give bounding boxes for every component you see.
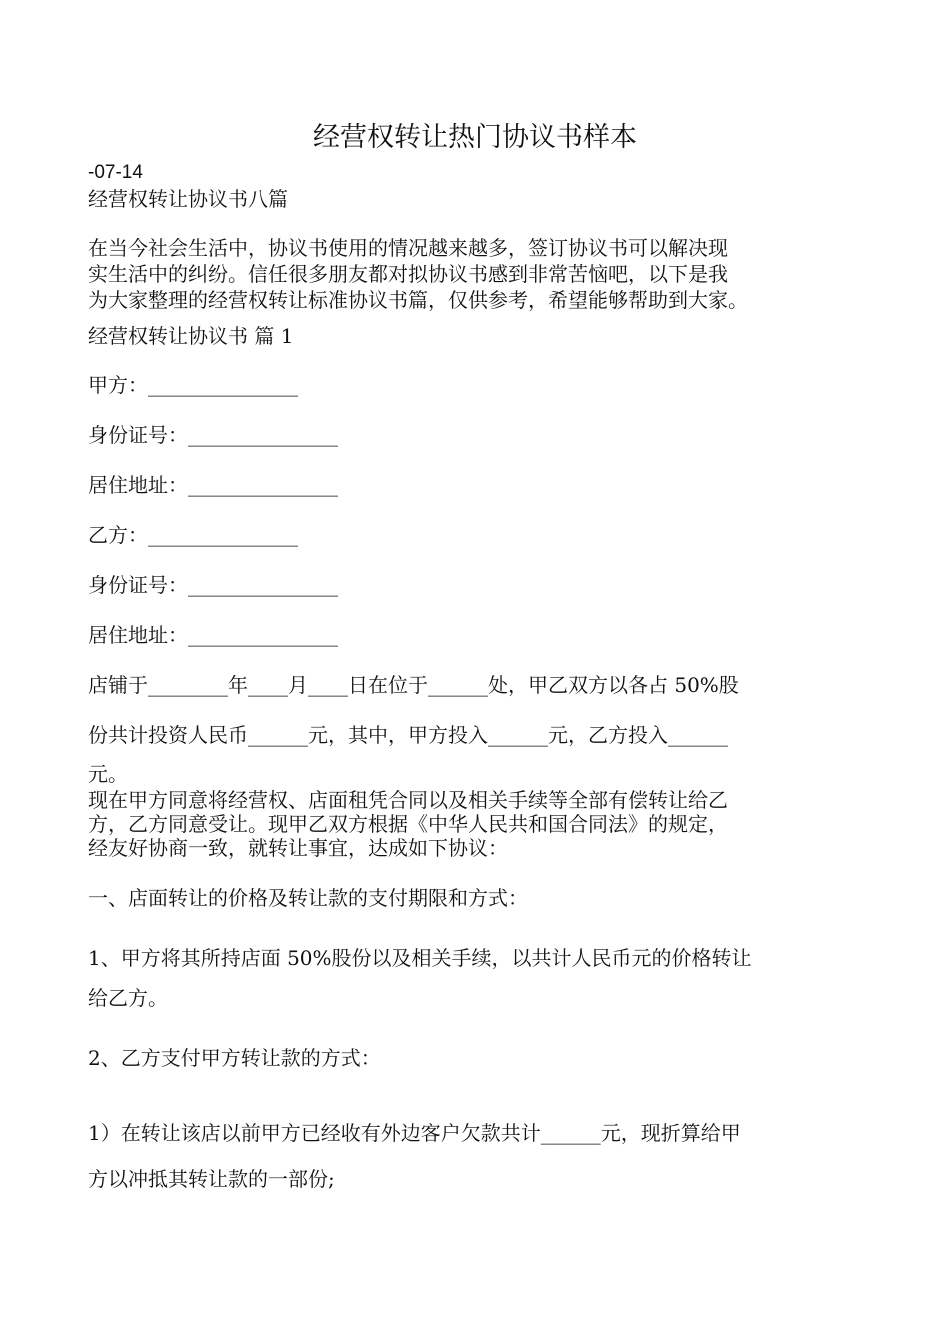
shop-clause-line-3: 元。 [88, 762, 128, 786]
party-a-field: 甲方：_______________ [88, 373, 298, 397]
clause-one-heading: 一、店面转让的价格及转让款的支付期限和方式： [88, 886, 528, 910]
section-heading: 经营权转让协议书 篇 1 [88, 324, 294, 348]
party-b-id-field: 身份证号：_______________ [88, 573, 338, 597]
intro-line-2: 实生活中的纠纷。信任很多朋友都对拟协议书感到非常苦恼吧，以下是我 [88, 262, 728, 286]
clause-2-1-line-2: 方以冲抵其转让款的一部份; [88, 1167, 335, 1191]
party-b-address-field: 居住地址：_______________ [88, 623, 338, 647]
shop-clause-line-2: 份共计投资人民币______元，其中，甲方投入______元，乙方投入______ [88, 723, 728, 747]
agreement-intro-line-1: 现在甲方同意将经营权、店面租凭合同以及相关手续等全部有偿转让给乙 [88, 788, 728, 812]
intro-line-1: 在当今社会生活中，协议书使用的情况越来越多，签订协议书可以解决现 [88, 236, 728, 260]
party-b-field: 乙方：_______________ [88, 523, 298, 547]
party-a-id-field: 身份证号：_______________ [88, 423, 338, 447]
clause-1-line-1: 1、甲方将其所持店面 50%股份以及相关手续，以共计人民币元的价格转让 [88, 946, 752, 970]
shop-clause-line-1: 店铺于________年____月____日在位于______处，甲乙双方以各占 50%股 [88, 673, 739, 697]
clause-1-line-2: 给乙方。 [88, 986, 168, 1010]
agreement-intro-line-3: 经友好协商一致，就转让事宜，达成如下协议： [88, 836, 508, 860]
document-date: -07-14 [88, 162, 143, 183]
document-title: 经营权转让热门协议书样本 [313, 122, 637, 153]
intro-line-3: 为大家整理的经营权转让标准协议书篇，仅供参考，希望能够帮助到大家。 [88, 288, 748, 312]
document-subtitle: 经营权转让协议书八篇 [88, 187, 288, 211]
clause-2-1-line-1: 1）在转让该店以前甲方已经收有外边客户欠款共计______元，现折算给甲 [88, 1121, 741, 1145]
agreement-intro-line-2: 方，乙方同意受让。现甲乙双方根据《中华人民共和国合同法》的规定， [88, 812, 728, 836]
clause-2-heading: 2、乙方支付甲方转让款的方式： [88, 1046, 381, 1070]
party-a-address-field: 居住地址：_______________ [88, 473, 338, 497]
